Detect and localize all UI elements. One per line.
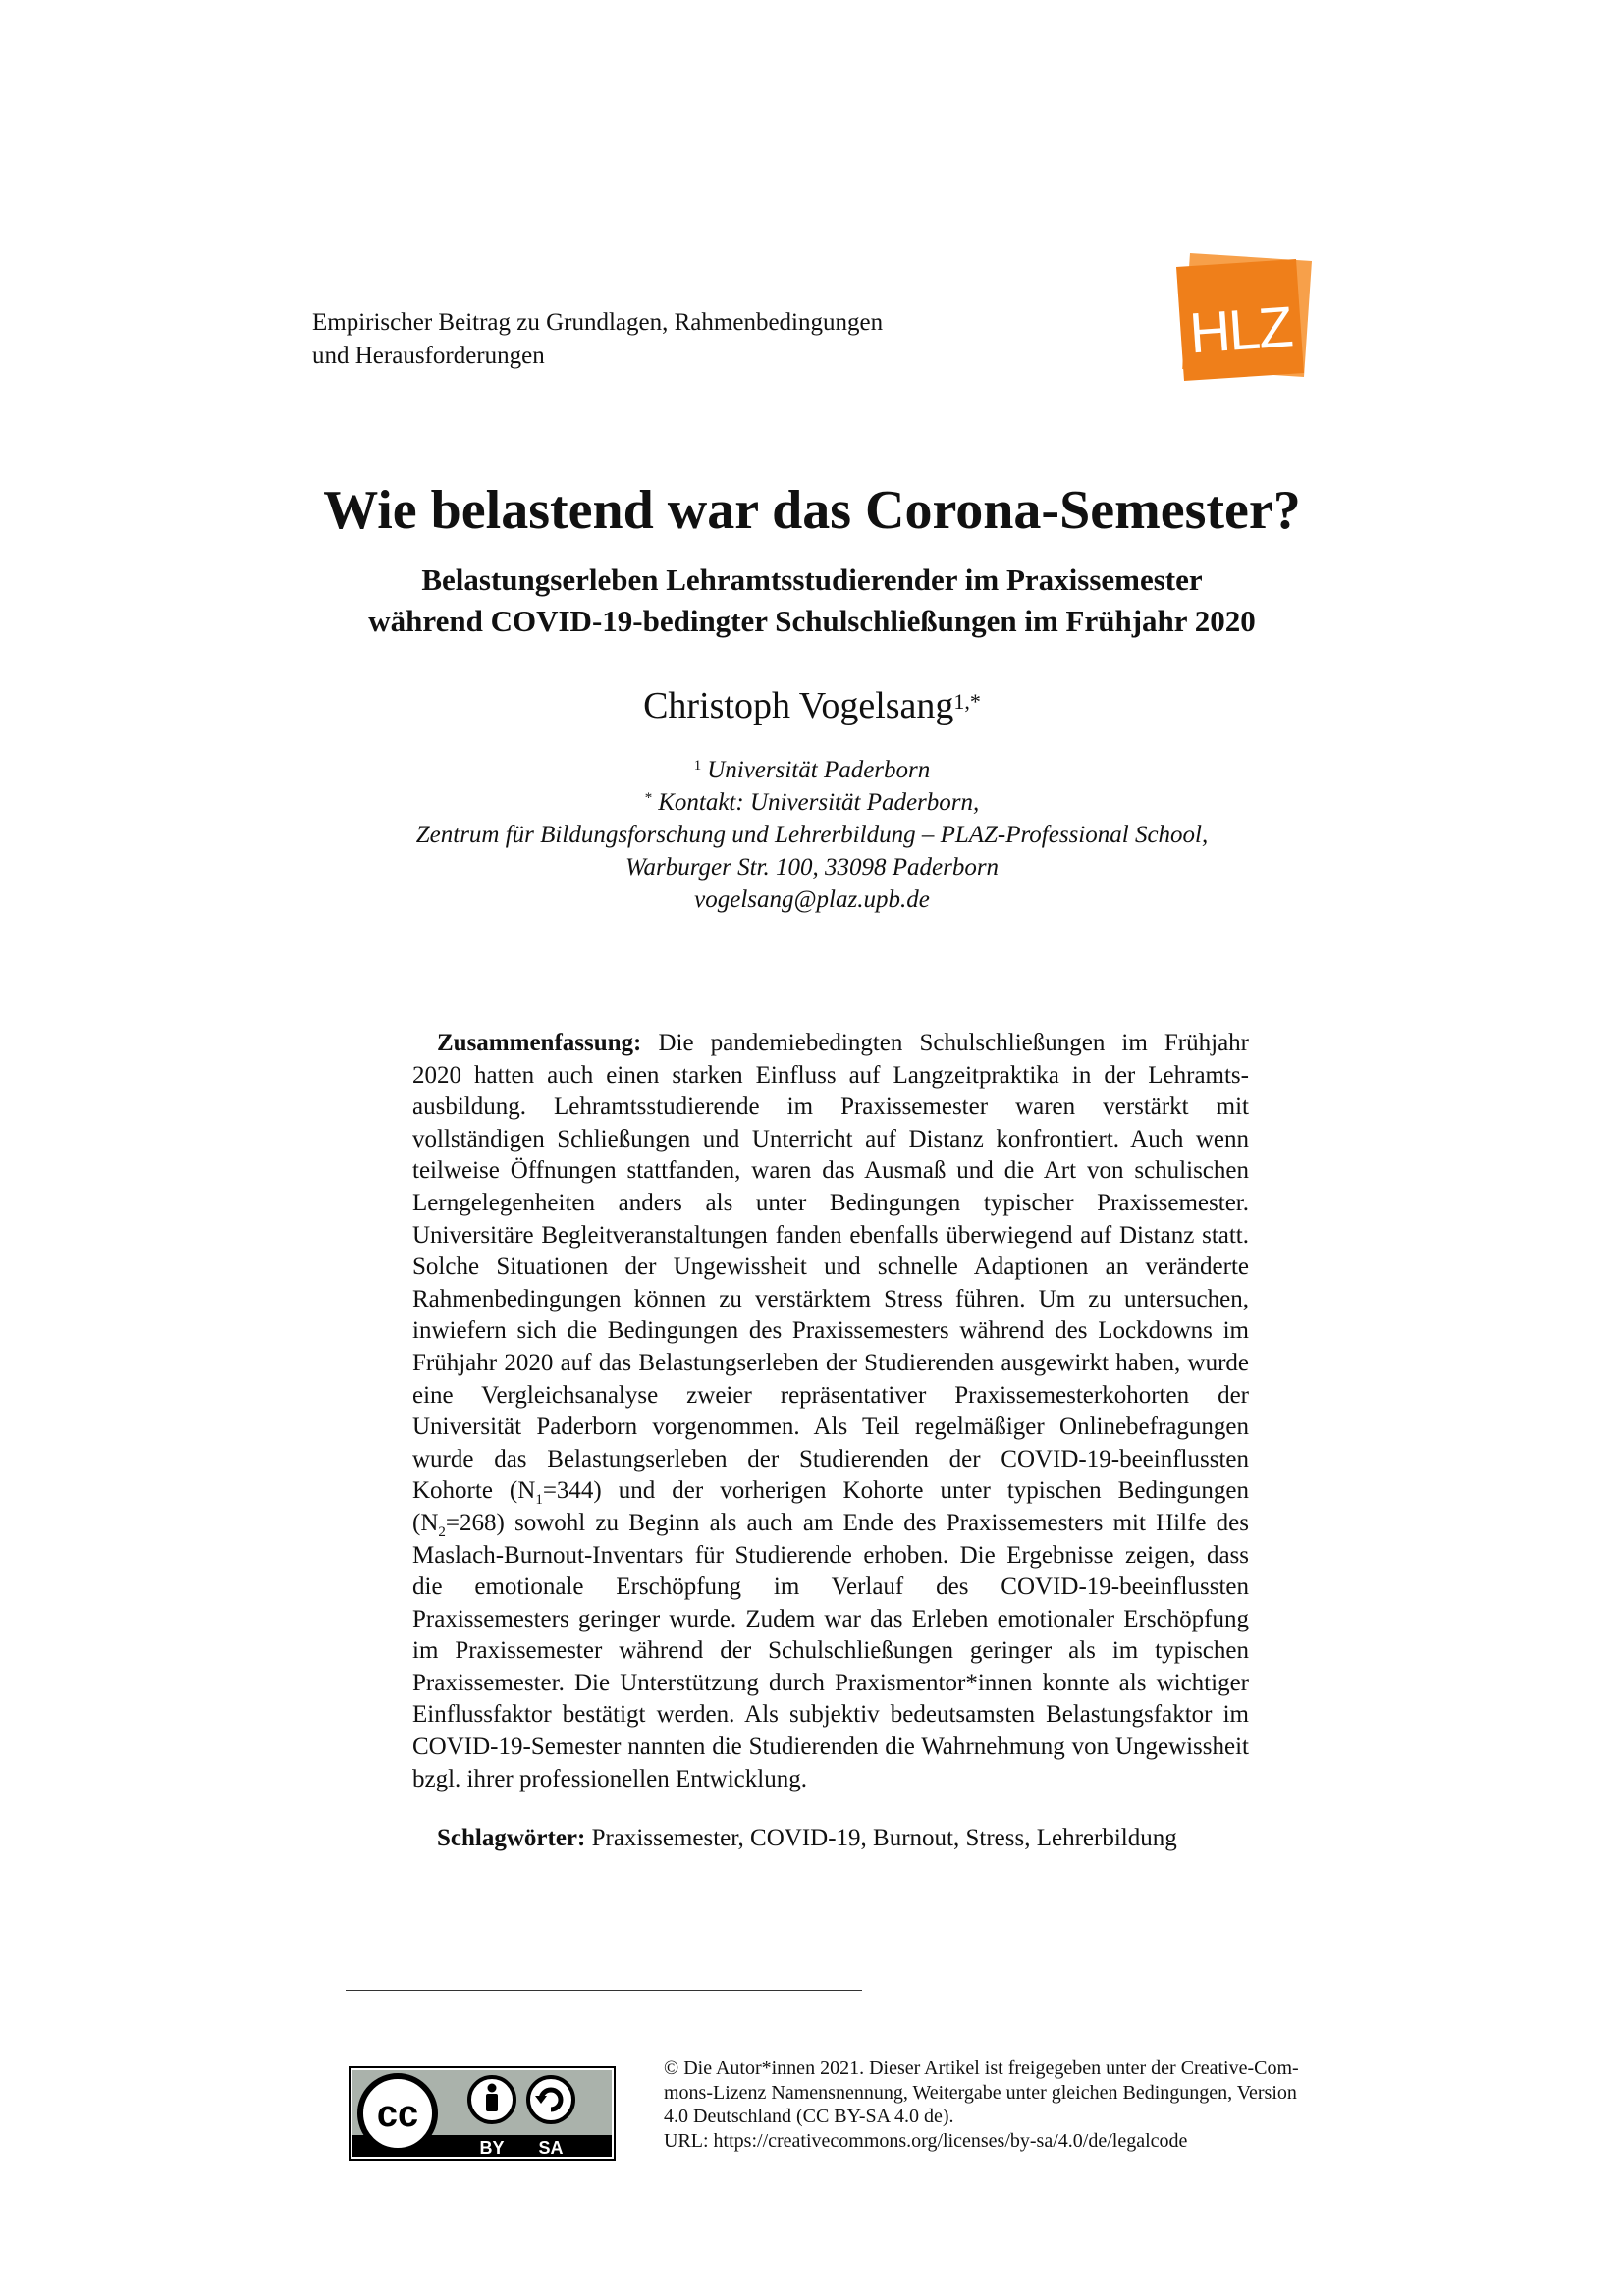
keywords-text: Praxissemester, COVID-19, Burnout, Stress, Lehrerbildung — [585, 1825, 1177, 1851]
affiliation-line-4: Warburger Str. 100, 33098 Paderborn — [624, 854, 1000, 881]
keywords-line — [412, 1823, 1249, 1854]
license-url[interactable]: URL: https://creativecommons.org/licenses/by-sa/4.0/de/legalcode — [664, 2129, 1188, 2152]
cc-by-sa-badge — [349, 2066, 616, 2161]
author-marks: 1,* — [953, 689, 981, 714]
logo-text: HLZ — [1187, 294, 1294, 366]
sa-label: SA — [538, 2138, 564, 2158]
article-category — [312, 306, 1000, 373]
license-notice — [664, 2056, 1331, 2153]
abstract-sub-2: 2 — [438, 1523, 446, 1540]
article-title: Wie belastend war das Corona-Semester? — [323, 480, 1301, 541]
abstract-text-a: Die pandemiebedingten Schulschließungen im Frühjahr 2020 hatten auch einen starken Einfluss auf Langzeitpraktika in der Lehramtsausbildung. Lehramtsstudierende im Praxissemester waren verstärkt mit vollständigen Schließungen und Unterricht auf Distanz konfrontiert. Auch wenn teilweise Öffnungen stattfanden, waren das Ausmaß und die Art von schulischen Lerngelegenheiten anders als unter Bedingungen typischer Praxissemester. Universitäre Begleitveranstaltungen fanden ebenfalls überwiegend auf Distanz statt. Solche Situationen der Ungewissheit und schnelle Adaptionen an veränderte Rahmenbedingungen können zu verstärktem Stress führen. Um zu untersuchen, inwiefern sich die Bedingungen des Praxissemesters während des Lockdowns im Frühjahr 2020 auf das Belastungserleben der Studierenden ausgewirkt haben, wurde eine Vergleichsanalyse zweier repräsentativer Praxissemesterkohorten der Universität Paderborn vorgenommen. Als Teil regelmäßiger Onlinebefragungen wurde das Belastungserleben der Studierenden der COVID-19-beeinflussten Kohorte (N — [412, 1030, 1249, 1505]
abstract-label: Zusammenfassung: — [437, 1030, 642, 1056]
hlz-logo — [1168, 247, 1316, 395]
by-label: BY — [479, 2138, 505, 2158]
sa-icon — [528, 2077, 573, 2122]
footnote-divider — [346, 1990, 862, 1991]
category-line-2: und Herausforderungen — [312, 343, 545, 369]
license-line-2: mons-Lizenz Namensnennung, Weitergabe unter gleichen Bedingungen, Version — [664, 2081, 1297, 2104]
subtitle-line-1: Belastungserleben Lehramtsstudierender im Praxissemester — [421, 562, 1203, 597]
affiliation-mark-2: * — [644, 790, 653, 806]
cc-icon-text: cc — [376, 2094, 419, 2135]
abstract-text-b: =344) und der vorherigen Kohorte unter typischen Bedingungen (N — [412, 1477, 1249, 1536]
license-line-3: 4.0 Deutschland (CC BY-SA 4.0 de). — [664, 2106, 954, 2127]
abstract-sub-1: 1 — [535, 1492, 543, 1509]
license-line-1: © Die Autor*innen 2021. Dieser Artikel ist freigegeben unter der Creative-Com- — [664, 2057, 1299, 2079]
abstract-paragraph — [412, 1028, 1249, 1795]
affiliation-line-1: $^1$ Universität Paderborn — [693, 757, 931, 783]
affiliation-mark-1: 1 — [693, 758, 702, 774]
category-line-1: Empirischer Beitrag zu Grundlagen, Rahmenbedingungen — [312, 309, 884, 336]
contact-email[interactable]: vogelsang@plaz.upb.de — [694, 886, 930, 913]
abstract-text-c: =268) sowohl zu Beginn als auch am Ende des Praxissemesters mit Hilfe des Maslach-Burnout-Inventars für Studierende erhoben. Die Ergebnisse zeigen, dass die emotionale Erschöpfung im Verlauf des COVID-19-beeinflussten Praxissemesters geringer wurde. Zudem war das Erleben emotionaler Erschöpfung im Praxissemester während der Schulschließungen geringer als im typischen Praxissemester. Die Unterstützung durch Praxismentor*innen konnte als wichtiger Einflussfaktor bestätigt werden. Als subjektiv bedeutsamsten Belastungsfaktor im COVID-19-Semester nannten die Studierenden die Wahrnehmung von Ungewissheit bzgl. ihrer professionellen Entwicklung. — [412, 1509, 1249, 1792]
author-line — [0, 683, 1624, 728]
article-subtitle — [0, 560, 1624, 642]
affiliation-block — [0, 754, 1624, 916]
author-name: Christoph Vogelsang — [643, 685, 954, 726]
affiliation-line-2: * Kontakt: Universität Paderborn, — [644, 789, 980, 816]
keywords-label: Schlagwörter: — [437, 1825, 586, 1851]
subtitle-line-2: während COVID-19-bedingter Schulschließungen im Frühjahr 2020 — [368, 604, 1256, 638]
affiliation-line-3: Zentrum für Bildungsforschung und Lehrerbildung – PLAZ-Professional School, — [415, 822, 1209, 848]
